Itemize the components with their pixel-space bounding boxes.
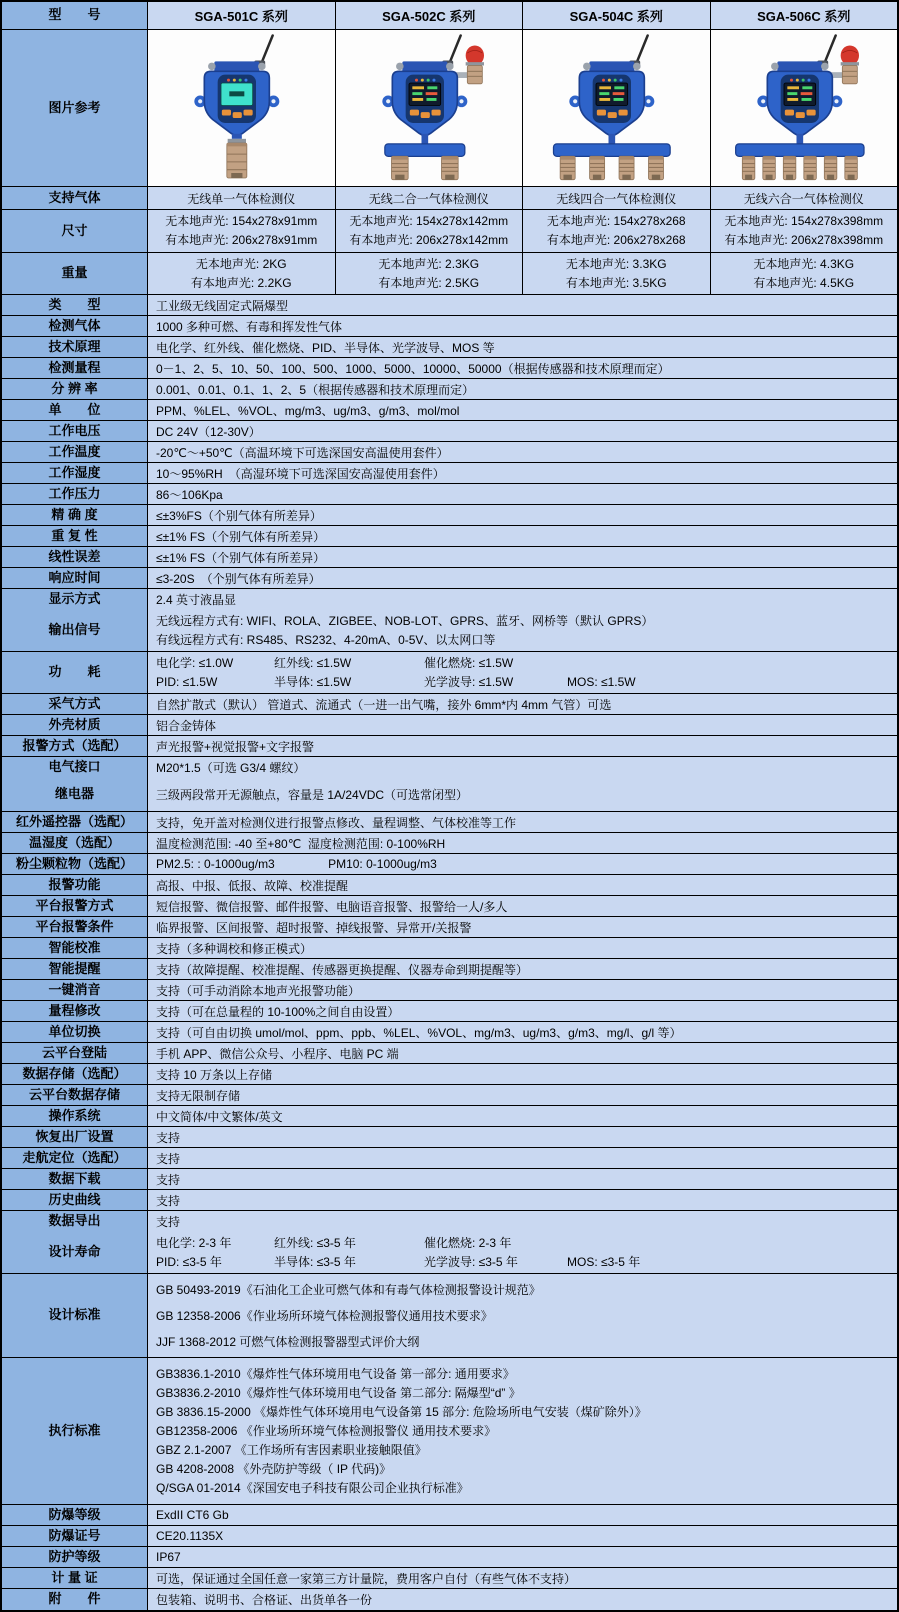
relay-value: 三级两段常开无源触点，容量是 1A/24VDC（可选常闭型） [148,778,897,811]
header-row [2,2,897,30]
size-line: 有本地声光: 206x278x398mm [724,233,884,247]
spec-row-value: 支持无限制存储 [148,1085,897,1105]
design-standard-value [148,1274,897,1357]
power-electrochemical: 电化学: ≤1.0W [156,655,234,670]
spec-row [2,505,897,526]
spec-row-label: 精 确 度 [2,505,148,525]
spec-row-label: 一键消音 [2,980,148,1000]
spec-row [2,896,897,917]
size-value [711,210,898,252]
spec-row [2,833,897,854]
spec-row-label: 温湿度（选配） [2,833,148,853]
spec-row-value: 包装箱、说明书、合格证、出货单各一份 [148,1589,897,1610]
spec-row [2,1505,897,1526]
spec-row-value: CE20.1135X [148,1526,897,1546]
power-line-1 [156,654,889,673]
row-label: 功 耗 [2,652,148,693]
spec-row-label: 数据下载 [2,1169,148,1189]
spec-row-label: 智能提醒 [2,959,148,979]
spec-row-label: 智能校准 [2,938,148,958]
row-label: 重量 [2,253,148,294]
spec-row-label: 操作系统 [2,1106,148,1126]
spec-row-label: 附 件 [2,1589,148,1610]
design-standard-row [2,1274,897,1358]
spec-row-value: 中文简体/中文繁体/英文 [148,1106,897,1126]
lifetime-electrochemical: 电化学: 2-3 年 [156,1235,232,1250]
spec-row-value: 手机 APP、微信公众号、小程序、电脑 PC 端 [148,1043,897,1063]
weight-line: 无本地声光: 2.3KG [378,256,480,271]
spec-row [2,295,897,316]
spec-row-value: 铝合金铸体 [148,715,897,735]
weight-line: 有本地声光: 2.5KG [378,275,480,290]
design-standard-line: GB 50493-2019《石油化工企业可燃气体和有毒气体检测报警设计规范》 [156,1282,541,1297]
power-row [2,652,897,694]
output-signal-row [2,610,897,652]
support-gas-value: 无线六合一气体检测仪 [711,187,898,209]
execution-standard-line: GB3836.1-2010《爆炸性气体环境用电气设备 第一部分: 通用要求》 [156,1366,515,1381]
specs-block-3 [2,812,897,1232]
spec-row [2,736,897,757]
spec-row-label: 走航定位（选配） [2,1148,148,1168]
spec-row-label: 分 辨 率 [2,379,148,399]
detector-image-sga-502c [336,30,524,186]
spec-row-label: 检测量程 [2,358,148,378]
spec-row-label: 工作电压 [2,421,148,441]
spec-row-value: IP67 [148,1547,897,1567]
spec-row-label: 外壳材质 [2,715,148,735]
spec-row [2,959,897,980]
spec-row-value: 支持，免开盖对检测仪进行报警点修改、量程调整、气体校准等工作 [148,812,897,832]
spec-row [2,1148,897,1169]
spec-row [2,694,897,715]
image-row-label: 图片参考 [2,30,148,186]
model-header-label: 型 号 [2,2,148,29]
support-gas-row [2,187,897,210]
execution-standard-value [148,1358,897,1504]
power-line-2 [156,673,889,692]
spec-row-label: 防护等级 [2,1547,148,1567]
spec-row [2,526,897,547]
weight-line: 无本地声光: 4.3KG [753,256,855,271]
spec-row-value: 86～106Kpa [148,484,897,504]
spec-row-value: 可选，保证通过全国任意一家第三方计量院，费用客户自付（有些气体不支持） [148,1568,897,1588]
weight-value [711,253,898,294]
specs-block-4 [2,1505,897,1610]
spec-row-label: 防爆等级 [2,1505,148,1525]
specs-block-2 [2,694,897,778]
spec-row-value: ExdII CT6 Gb [148,1505,897,1525]
support-gas-value: 无线四合一气体检测仪 [523,187,711,209]
detector-image-sga-506c [711,30,898,186]
detector-image-sga-501c [148,30,336,186]
execution-standard-line: GB 4208-2008 《外壳防护等级（ IP 代码)》 [156,1461,392,1476]
spec-row [2,442,897,463]
spec-row-value: DC 24V（12-30V） [148,421,897,441]
spec-row-label: 计 量 证 [2,1568,148,1588]
spec-row-value: 工业级无线固定式隔爆型 [148,295,897,315]
spec-row-value: ≤±1% FS（个别气体有所差异） [148,526,897,546]
size-value [148,210,336,252]
spec-row [2,757,897,778]
detector-image-sga-504c [523,30,711,186]
size-row [2,210,897,253]
spec-row-value: PM2.5: : 0-1000ug/m3 PM10: 0-1000ug/m3 [148,854,897,874]
spec-row-label: 技术原理 [2,337,148,357]
spec-row-value: 1000 多种可燃、有毒和挥发性气体 [148,316,897,336]
spec-row [2,484,897,505]
execution-standard-row [2,1358,897,1505]
execution-standard-line: GBZ 2.1-2007 《工作场所有害因素职业接触限值》 [156,1442,427,1457]
spec-row-label: 重 复 性 [2,526,148,546]
weight-line: 无本地声光: 2KG [195,256,287,271]
spec-row-value: 短信报警、微信报警、邮件报警、电脑语音报警、报警给一人/多人 [148,896,897,916]
size-line: 无本地声光: 154x278x268 [546,214,686,228]
spec-row [2,875,897,896]
weight-row [2,253,897,295]
spec-row [2,400,897,421]
spec-row-label: 单位切换 [2,1022,148,1042]
spec-row [2,980,897,1001]
spec-row [2,1526,897,1547]
row-label: 执行标准 [2,1358,148,1504]
spec-row-value: 电化学、红外线、催化燃烧、PID、半导体、光学波导、MOS 等 [148,337,897,357]
spec-row-label: 数据存储（选配） [2,1064,148,1084]
spec-row-label: 电气接口 [2,757,148,778]
spec-row-value: ≤±3%FS（个别气体有所差异） [148,505,897,525]
spec-row-label: 数据导出 [2,1211,148,1232]
spec-row [2,547,897,568]
weight-line: 有本地声光: 2.2KG [190,275,292,290]
size-value [336,210,524,252]
spec-row [2,1211,897,1232]
spec-row-value: PPM、%LEL、%VOL、mg/m3、ug/m3、g/m3、mol/mol [148,400,897,420]
lifetime-catalytic: 催化燃烧: 2-3 年 [424,1235,512,1250]
lifetime-optical: 光学波导: ≤3-5 年 [424,1254,518,1269]
row-label: 输出信号 [2,610,148,651]
model-header-sga-504c: SGA-504C 系列 [523,2,711,29]
spec-row-label: 红外遥控器（选配） [2,812,148,832]
spec-row-value: 0－1、2、5、10、50、100、500、1000、5000、10000、50000（根据传感器和技术原理而定） [148,358,897,378]
weight-line: 有本地声光: 4.5KG [753,275,855,290]
spec-row-label: 检测气体 [2,316,148,336]
spec-row [2,1127,897,1148]
output-signal-wired: 有线远程方式有: RS485、RS232、4-20mA、0-5V、以太网口等 [156,632,496,647]
spec-row-value: 支持 [148,1211,897,1232]
support-gas-value: 无线单一气体检测仪 [148,187,336,209]
execution-standard-line: Q/SGA 01-2014《深国安电子科技有限公司企业执行标准》 [156,1480,469,1495]
power-pid: PID: ≤1.5W [156,674,218,689]
row-label: 继电器 [2,778,148,811]
spec-row-label: 历史曲线 [2,1190,148,1210]
spec-row [2,1547,897,1568]
spec-row-label: 云平台登陆 [2,1043,148,1063]
spec-row [2,715,897,736]
spec-row [2,1106,897,1127]
spec-row-value: 支持 [148,1148,897,1168]
spec-row-label: 平台报警方式 [2,896,148,916]
support-gas-value: 无线二合一气体检测仪 [336,187,524,209]
model-header-sga-506c: SGA-506C 系列 [711,2,898,29]
spec-row-label: 类 型 [2,295,148,315]
weight-value [336,253,524,294]
spec-row-value: 自然扩散式（默认） 管道式、流通式（一进一出气嘴，接外 6mm*内 4mm 气管）可选 [148,694,897,714]
size-line: 无本地声光: 154x278x91mm [165,214,318,228]
size-line: 有本地声光: 206x278x268 [546,233,686,247]
power-infrared: 红外线: ≤1.5W [274,655,352,670]
image-row [2,30,897,187]
spec-row [2,1001,897,1022]
weight-value [148,253,336,294]
spec-row-label: 响应时间 [2,568,148,588]
row-label: 设计标准 [2,1274,148,1357]
spec-row [2,421,897,442]
spec-row [2,938,897,959]
output-signal-wireless: 无线远程方式有: WIFI、ROLA、ZIGBEE、NOB-LOT、GPRS、蓝牙、网桥等（默认 GPRS） [156,614,654,628]
lifetime-row [2,1232,897,1274]
spec-row [2,1589,897,1610]
spec-row-label: 量程修改 [2,1001,148,1021]
execution-standard-line: GB3836.2-2010《爆炸性气体环境用电气设备 第二部分: 隔爆型“d” 》 [156,1385,521,1400]
spec-row-label: 显示方式 [2,589,148,610]
row-label: 尺寸 [2,210,148,252]
spec-row [2,1064,897,1085]
spec-row-value: 临界报警、区间报警、超时报警、掉线报警、异常开/关报警 [148,917,897,937]
lifetime-line-1 [156,1234,889,1253]
relay-row [2,778,897,812]
lifetime-line-2 [156,1253,889,1272]
spec-row-value: 支持 10 万条以上存储 [148,1064,897,1084]
spec-row [2,568,897,589]
specs-block-1 [2,295,897,610]
spec-row-value: -20℃～+50℃（高温环境下可选深国安高温使用套件） [148,442,897,462]
power-value [148,652,897,693]
spec-row-value: ≤±1% FS（个别气体有所差异） [148,547,897,567]
spec-row-label: 工作压力 [2,484,148,504]
size-line: 有本地声光: 206x278x91mm [165,233,318,247]
spec-row-value: 声光报警+视觉报警+文字报警 [148,736,897,756]
spec-row-value: 支持（可手动消除本地声光报警功能） [148,980,897,1000]
spec-row-value: 支持 [148,1190,897,1210]
spec-row-value: 支持（故障提醒、校准提醒、传感器更换提醒、仪器寿命到期提醒等） [148,959,897,979]
spec-row-value: 支持（可自由切换 umol/mol、ppm、ppb、%LEL、%VOL、mg/m3、ug/m3、g/m3、mg/l、g/l 等） [148,1022,897,1042]
spec-row [2,358,897,379]
spec-row-value: 支持（可在总量程的 10-100%之间自由设置） [148,1001,897,1021]
model-header-sga-502c: SGA-502C 系列 [336,2,524,29]
spec-row [2,1085,897,1106]
model-header-sga-501c: SGA-501C 系列 [148,2,336,29]
size-line: 有本地声光: 206x278x142mm [349,233,509,247]
spec-row-value: 温度检测范围: -40 至+80℃ 湿度检测范围: 0-100%RH [148,833,897,853]
execution-standard-line: GB12358-2006 《作业场所环境气体检测报警仪 通用技术要求》 [156,1423,497,1438]
spec-row [2,589,897,610]
spec-row [2,379,897,400]
spec-row-value: 10～95%RH （高湿环境下可选深国安高湿使用套件） [148,463,897,483]
spec-row-label: 单 位 [2,400,148,420]
spec-row [2,337,897,358]
row-label: 设计寿命 [2,1232,148,1273]
lifetime-value [148,1232,897,1273]
power-optical: 光学波导: ≤1.5W [424,674,514,689]
row-label: 支持气体 [2,187,148,209]
power-mos: MOS: ≤1.5W [567,674,636,689]
power-semiconductor: 半导体: ≤1.5W [274,674,352,689]
spec-row-value: 支持 [148,1169,897,1189]
spec-row-label: 云平台数据存储 [2,1085,148,1105]
lifetime-pid: PID: ≤3-5 年 [156,1254,222,1269]
execution-standard-line: GB 3836.15-2000 《爆炸性气体环境用电气设备第 15 部分: 危险场所电气安装（煤矿除外）》 [156,1404,647,1419]
spec-row [2,1190,897,1211]
weight-line: 有本地声光: 3.5KG [565,275,667,290]
spec-row-value: M20*1.5（可选 G3/4 螺纹） [148,757,897,778]
spec-row-value: 高报、中报、低报、故障、校准提醒 [148,875,897,895]
spec-row [2,1043,897,1064]
spec-row-label: 线性误差 [2,547,148,567]
weight-line: 无本地声光: 3.3KG [565,256,667,271]
output-signal-value [148,610,897,651]
design-standard-line: GB 12358-2006《作业场所环境气体检测报警仪通用技术要求》 [156,1308,493,1323]
spec-row-label: 恢复出厂设置 [2,1127,148,1147]
spec-row [2,1022,897,1043]
spec-row-value: 支持（多种调校和修正模式） [148,938,897,958]
spec-row-value: 0.001、0.01、0.1、1、2、5（根据传感器和技术原理而定） [148,379,897,399]
size-line: 无本地声光: 154x278x398mm [724,214,884,228]
spec-row [2,463,897,484]
spec-row-label: 工作湿度 [2,463,148,483]
spec-row-label: 防爆证号 [2,1526,148,1546]
spec-row-label: 粉尘颗粒物（选配） [2,854,148,874]
spec-row-value: 2.4 英寸液晶显 [148,589,897,610]
spec-row [2,1169,897,1190]
power-catalytic: 催化燃烧: ≤1.5W [424,655,514,670]
spec-row [2,854,897,875]
size-line: 无本地声光: 154x278x142mm [349,214,509,228]
size-value [523,210,711,252]
design-standard-line: JJF 1368-2012 可燃气体检测报警器型式评价大纲 [156,1334,420,1349]
spec-row-label: 采气方式 [2,694,148,714]
spec-row-label: 报警功能 [2,875,148,895]
lifetime-infrared: 红外线: ≤3-5 年 [274,1235,356,1250]
spec-row-label: 工作温度 [2,442,148,462]
spec-row [2,1568,897,1589]
lifetime-semiconductor: 半导体: ≤3-5 年 [274,1254,356,1269]
weight-value [523,253,711,294]
spec-row [2,812,897,833]
spec-row-label: 报警方式（选配） [2,736,148,756]
spec-row-label: 平台报警条件 [2,917,148,937]
spec-row-value: 支持 [148,1127,897,1147]
lifetime-mos: MOS: ≤3-5 年 [567,1254,641,1269]
spec-row-value: ≤3-20S （个别气体有所差异） [148,568,897,588]
spec-row [2,917,897,938]
spec-row [2,316,897,337]
